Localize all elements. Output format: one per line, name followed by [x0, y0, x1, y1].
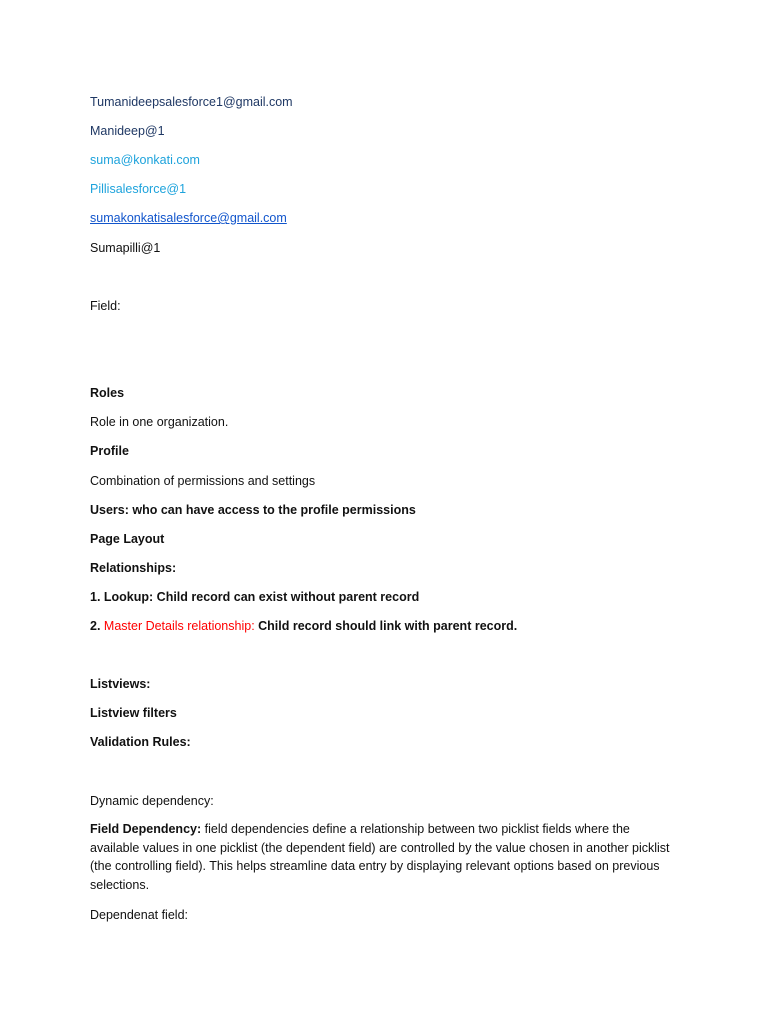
password-1: Manideep@1: [90, 124, 165, 138]
roles-heading: Roles: [90, 386, 125, 400]
dynamic-dependency-label: Dynamic dependency:: [90, 794, 214, 808]
field-dependency-text: field dependencies define a relationship between two picklist fields where the available values in one picklist (the dependent field) are controlled by the value chosen in another picklist (the controlling field). This helps streamline data entry by displaying relevant options based on previous selections.: [90, 822, 670, 892]
lookup-relationship: 1. Lookup: Child record can exist without parent record: [90, 590, 420, 604]
listview-filters-heading: Listview filters: [90, 706, 177, 720]
page-layout-heading: Page Layout: [90, 532, 165, 546]
field-dependency-label: Field Dependency:: [90, 822, 202, 836]
relationships-heading: Relationships:: [90, 561, 177, 575]
field-label: Field:: [90, 299, 121, 313]
field-dependency-paragraph: [90, 820, 670, 894]
validation-rules-heading: Validation Rules:: [90, 735, 191, 749]
master-details-label: Master Details relationship:: [103, 619, 255, 633]
master-details-line: [90, 618, 517, 634]
master-details-text: Child record should link with parent record.: [254, 619, 518, 633]
users-line: Users: who can have access to the profile permissions: [90, 503, 416, 517]
listviews-heading: Listviews:: [90, 677, 151, 691]
master-details-prefix: 2.: [90, 619, 104, 633]
email-1: Tumanideepsalesforce1@gmail.com: [90, 95, 293, 109]
dependent-field-label: Dependenat field:: [90, 908, 188, 922]
profile-heading: Profile: [90, 444, 129, 458]
roles-text: Role in one organization.: [90, 415, 229, 429]
password-3: Sumapilli@1: [90, 241, 161, 255]
email-3-link[interactable]: sumakonkatisalesforce@gmail.com: [90, 211, 287, 225]
profile-text: Combination of permissions and settings: [90, 474, 316, 488]
email-2: suma@konkati.com: [90, 153, 200, 167]
password-2: Pillisalesforce@1: [90, 182, 187, 196]
